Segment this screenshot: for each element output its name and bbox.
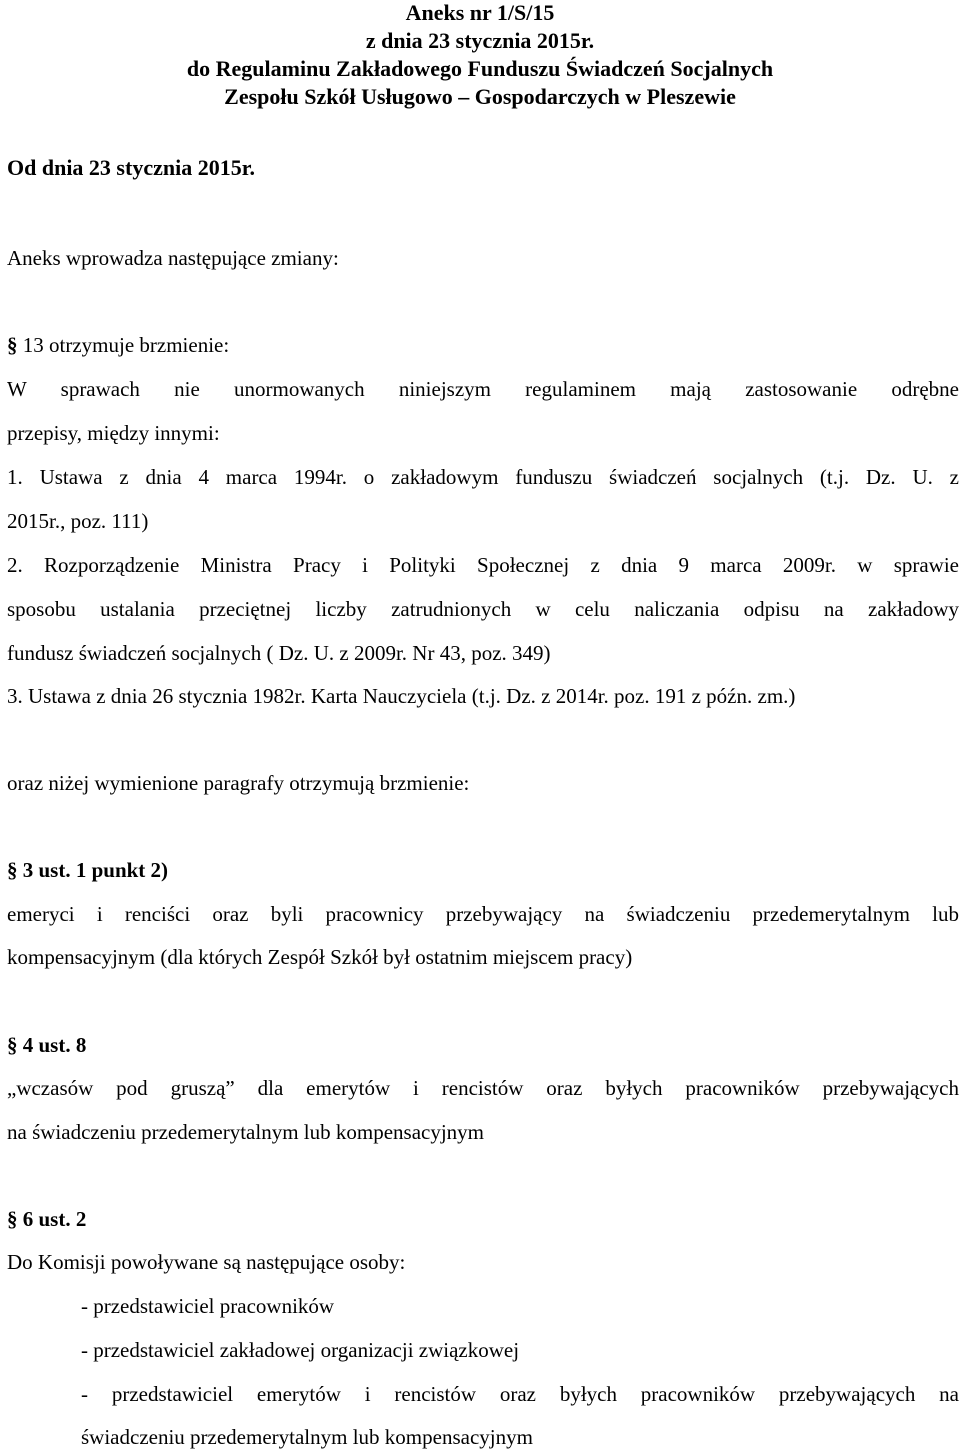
section-6-heading-text: 6 ust. 2 — [22, 1207, 87, 1231]
paragraph-sign: § — [7, 333, 18, 357]
committee-member-item: - przedstawiciel zakładowej organizacji związkowej — [81, 1338, 520, 1362]
paragraph-sign: § — [7, 858, 18, 882]
legal-basis-item-2-cont: sposobu ustalania przeciętnej liczby zatrudnionych w celu naliczania odpisu na zakładowy — [7, 597, 959, 621]
section-3-line: emeryci i renciści oraz byli pracownicy przebywający na świadczeniu przedemerytalnym lub — [7, 902, 959, 926]
section-6-heading — [7, 1207, 86, 1231]
committee-member-item: - przedstawiciel pracowników — [81, 1294, 335, 1318]
effective-date: Od dnia 23 stycznia 2015r. — [7, 155, 255, 180]
regulation-name: do Regulaminu Zakładowego Funduszu Świadczeń Socjalnych — [186, 56, 774, 81]
legal-basis-item-2-cont: fundusz świadczeń socjalnych ( Dz. U. z 2009r. Nr 43, poz. 349) — [7, 641, 551, 665]
section-13-heading-text: 13 otrzymuje brzmienie: — [22, 333, 230, 357]
legal-basis-item-2: 2. Rozporządzenie Ministra Pracy i Polityki Społecznej z dnia 9 marca 2009r. w sprawie — [7, 553, 959, 577]
paragraphs-intro: oraz niżej wymienione paragrafy otrzymują brzmienie: — [7, 771, 470, 795]
section-4-heading-text: 4 ust. 8 — [22, 1033, 87, 1057]
paragraph-sign: § — [7, 1207, 18, 1231]
section-13-heading — [7, 333, 229, 357]
committee-member-item-cont: świadczeniu przedemerytalnym lub kompensacyjnym — [81, 1425, 533, 1449]
annex-title: Aneks nr 1/S/15 — [405, 0, 555, 25]
intro-text: Aneks wprowadza następujące zmiany: — [7, 246, 339, 270]
section-4-heading — [7, 1033, 86, 1057]
section-3-heading — [7, 858, 168, 882]
legal-basis-item-3: 3. Ustawa z dnia 26 stycznia 1982r. Karta Nauczyciela (t.j. Dz. z 2014r. poz. 191 z późn. zm.) — [7, 684, 796, 708]
section-3-line: kompensacyjnym (dla których Zespół Szkół był ostatnim miejscem pracy) — [7, 945, 633, 969]
committee-member-item: - przedstawiciel emerytów i rencistów oraz byłych pracowników przebywających na — [81, 1382, 959, 1406]
section-6-intro: Do Komisji powoływane są następujące osoby: — [7, 1250, 406, 1274]
section-3-heading-text: 3 ust. 1 punkt 2) — [22, 858, 169, 882]
section-4-line: na świadczeniu przedemerytalnym lub kompensacyjnym — [7, 1120, 485, 1144]
school-name: Zespołu Szkół Usługowo – Gospodarczych w Pleszewie — [224, 84, 736, 109]
section-4-line: „wczasów pod gruszą” dla emerytów i rencistów oraz byłych pracowników przebywających — [7, 1076, 959, 1100]
section-13-para-line: W sprawach nie unormowanych niniejszym regulaminem mają zastosowanie odrębne — [7, 377, 959, 401]
annex-date: z dnia 23 stycznia 2015r. — [365, 28, 595, 53]
paragraph-sign: § — [7, 1033, 18, 1057]
legal-basis-item-1: 1. Ustawa z dnia 4 marca 1994r. o zakładowym funduszu świadczeń socjalnych (t.j. Dz. U. z — [7, 465, 959, 489]
section-13-para-line: przepisy, między innymi: — [7, 421, 220, 445]
legal-basis-item-1-cont: 2015r., poz. 111) — [7, 509, 149, 533]
